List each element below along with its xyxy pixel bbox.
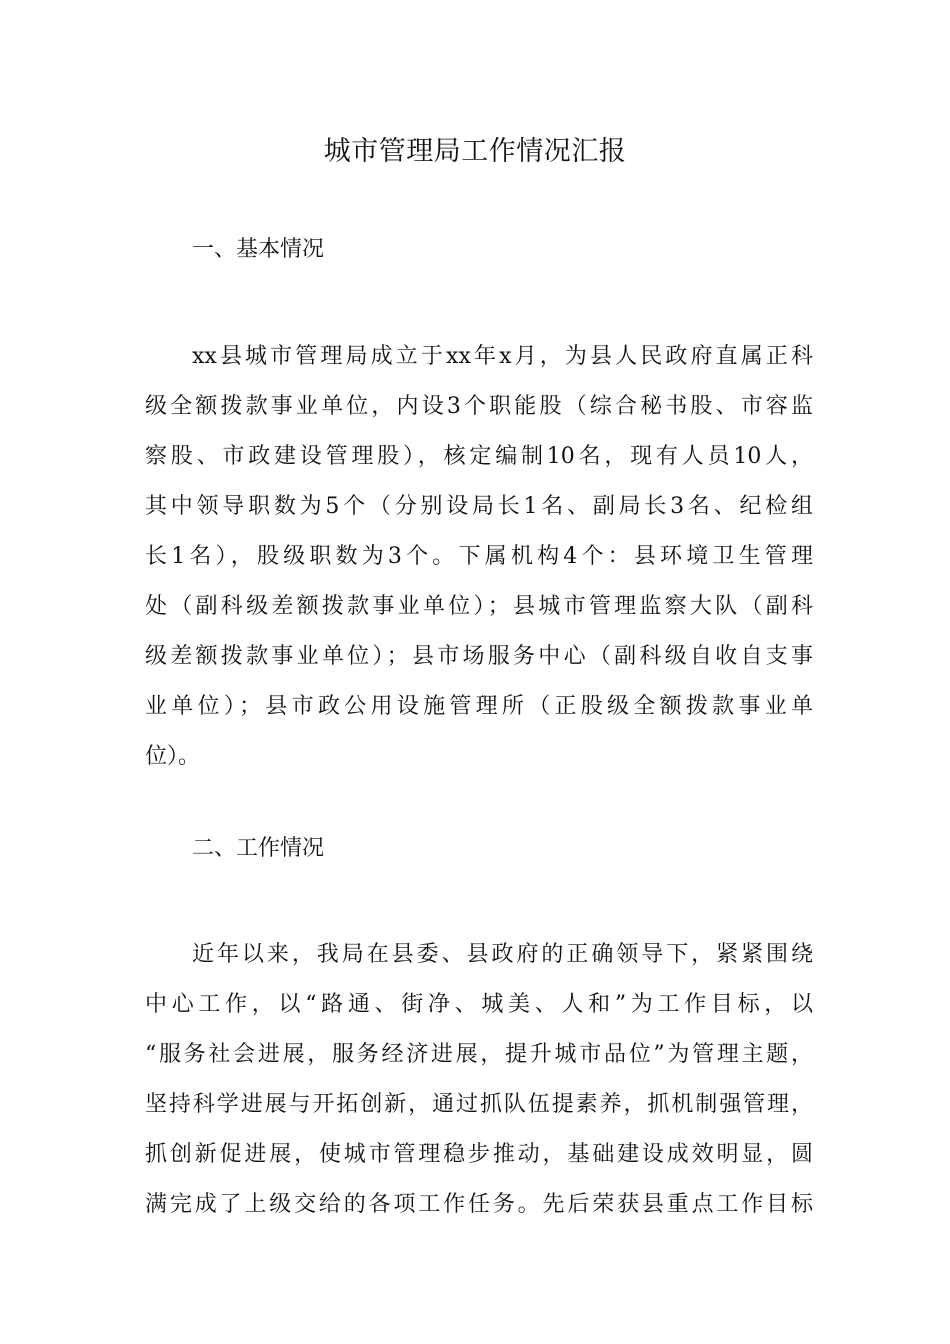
paragraph-line: 长1名），股级职数为3个。下属机构4个：县环境卫生管理 bbox=[145, 544, 813, 569]
paragraph-line: “服务社会进展，服务经济进展，提升城市品位”为管理主题， bbox=[145, 1042, 813, 1067]
document-title: 城市管理局工作情况汇报 bbox=[323, 136, 627, 167]
section-heading-work-situation: 二、工作情况 bbox=[192, 836, 325, 861]
paragraph-work-situation bbox=[145, 930, 813, 1230]
paragraph-line: 察股、市政建设管理股），核定编制10名，现有人员10人， bbox=[145, 444, 813, 469]
paragraph-line: 满完成了上级交给的各项工作任务。先后荣获县重点工作目标 bbox=[145, 1192, 813, 1217]
paragraph-basic-situation bbox=[145, 332, 813, 782]
paragraph-line: 其中领导职数为5个（分别设局长1名、副局长3名、纪检组 bbox=[145, 494, 813, 519]
paragraph-line: xx县城市管理局成立于xx年x月，为县人民政府直属正科 bbox=[192, 344, 813, 369]
paragraph-line: 抓创新促进展，使城市管理稳步推动，基础建设成效明显，圆 bbox=[145, 1142, 813, 1167]
paragraph-line: 中心工作，以“路通、街净、城美、人和”为工作目标，以 bbox=[145, 992, 813, 1017]
paragraph-line: 坚持科学进展与开拓创新，通过抓队伍提素养，抓机制强管理， bbox=[145, 1092, 813, 1117]
paragraph-line: 处（副科级差额拨款事业单位）；县城市管理监察大队（副科 bbox=[145, 594, 813, 619]
paragraph-line: 位）。 bbox=[145, 744, 201, 769]
paragraph-line: 级差额拨款事业单位）；县市场服务中心（副科级自收自支事 bbox=[145, 644, 813, 669]
paragraph-line: 近年以来，我局在县委、县政府的正确领导下，紧紧围绕 bbox=[192, 942, 813, 967]
paragraph-line: 级全额拨款事业单位，内设3个职能股（综合秘书股、市容监 bbox=[145, 394, 813, 419]
section-heading-basic-situation: 一、基本情况 bbox=[192, 237, 325, 262]
paragraph-line: 业单位）；县市政公用设施管理所（正股级全额拨款事业单 bbox=[145, 694, 813, 719]
